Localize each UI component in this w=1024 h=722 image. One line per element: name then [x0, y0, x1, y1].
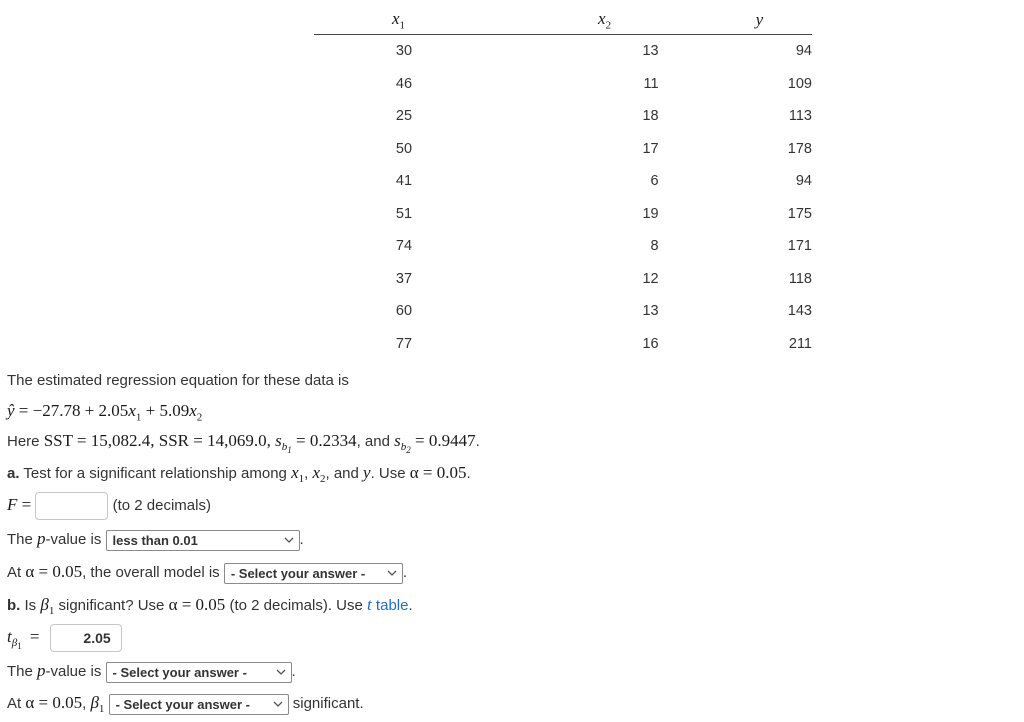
cell-x2: 11: [643, 75, 659, 92]
cell-x1: 46: [395, 75, 413, 92]
chevron-down-icon: [283, 532, 295, 548]
header-y: y: [659, 6, 812, 35]
f-statistic-input[interactable]: [35, 492, 108, 520]
table-row: [314, 230, 812, 263]
cell-x1: 74: [395, 238, 413, 255]
part-b-question: b. Is $\beta_1$ significant? Use α = 0.05 (to 2 decimals). Use t table.: [7, 595, 413, 617]
intro-text: The estimated regression equation for these data is: [7, 372, 349, 389]
cell-x2: 16: [642, 335, 659, 352]
cell-x2: 13: [642, 43, 659, 60]
cell-y: 94: [795, 173, 812, 190]
t-table-link[interactable]: t table: [367, 595, 409, 614]
table-row: [314, 295, 812, 328]
table-row: [314, 263, 812, 296]
table-row: [314, 165, 812, 198]
beta-significance-select[interactable]: - Select your answer -: [109, 694, 289, 715]
table-row: [314, 328, 812, 361]
p-value-a-select[interactable]: less than 0.01: [106, 530, 300, 551]
part-a-question: a. Test for a significant relationship among $x_1$, $x_2$, and y. Use α = 0.05.: [7, 463, 471, 485]
table-row: [314, 35, 812, 68]
chevron-down-icon: [275, 664, 287, 680]
table-row: [314, 68, 812, 101]
cell-x2: 19: [642, 205, 659, 222]
cell-x2: 12: [642, 270, 659, 287]
f-hint: (to 2 decimals): [112, 496, 211, 514]
table-row: [314, 133, 812, 166]
beta-significance-row: At α = 0.05, $\beta_1$ - Select your answer - significant.: [7, 693, 364, 715]
f-statistic-row: F = (to 2 decimals): [7, 492, 211, 520]
cell-y: 143: [787, 303, 812, 320]
t-statistic-row: $t_{\beta_1} = 2.05$: [7, 624, 122, 652]
cell-x1: 37: [395, 270, 413, 287]
table-row: [314, 198, 812, 231]
cell-x2: 18: [642, 108, 659, 125]
cell-x1: 50: [395, 140, 413, 157]
cell-x2: 6: [650, 173, 659, 190]
header-x1: $x_1$: [314, 6, 502, 35]
data-table: [314, 6, 812, 360]
p-value-b-select[interactable]: - Select your answer -: [106, 662, 292, 683]
overall-model-row: At α = 0.05, the overall model is - Select your answer - .: [7, 562, 407, 584]
cell-x1: 41: [395, 173, 413, 190]
cell-y: 118: [788, 270, 812, 287]
p-value-b-row: The p-value is - Select your answer - .: [7, 661, 296, 683]
chevron-down-icon: [272, 696, 284, 712]
table-header-row: [314, 6, 812, 35]
cell-y: 109: [787, 75, 812, 92]
header-x2: $x_2$: [502, 6, 659, 35]
regression-equation: ŷ = $-27.78 + 2.05x_1 + 5.09x_2$: [7, 401, 203, 424]
overall-model-select[interactable]: - Select your answer -: [224, 563, 403, 584]
chevron-down-icon: [386, 565, 398, 581]
summary-statistics: Here SST = 15,082.4, SSR = 14,069.0, $s_{b_1} = 0.2334$, and $s_{b_2} = 0.9447$.: [7, 431, 480, 456]
cell-y: 171: [787, 238, 812, 255]
cell-x1: 30: [395, 43, 413, 60]
table-row: [314, 100, 812, 133]
cell-x1: 60: [395, 303, 413, 320]
cell-y: 113: [788, 108, 812, 125]
cell-x2: 13: [642, 303, 659, 320]
cell-x1: 25: [395, 108, 413, 125]
cell-x1: 51: [395, 205, 413, 222]
cell-y: 94: [795, 43, 812, 60]
cell-y: 178: [787, 140, 812, 157]
cell-x2: 8: [650, 238, 659, 255]
cell-x1: 77: [395, 335, 413, 352]
cell-x2: 17: [642, 140, 659, 157]
p-value-a-row: The p-value is less than 0.01 .: [7, 529, 304, 551]
cell-y: 175: [787, 205, 812, 222]
t-statistic-input[interactable]: 2.05: [50, 624, 122, 652]
f-label: F: [7, 494, 18, 514]
cell-y: 211: [788, 335, 812, 352]
